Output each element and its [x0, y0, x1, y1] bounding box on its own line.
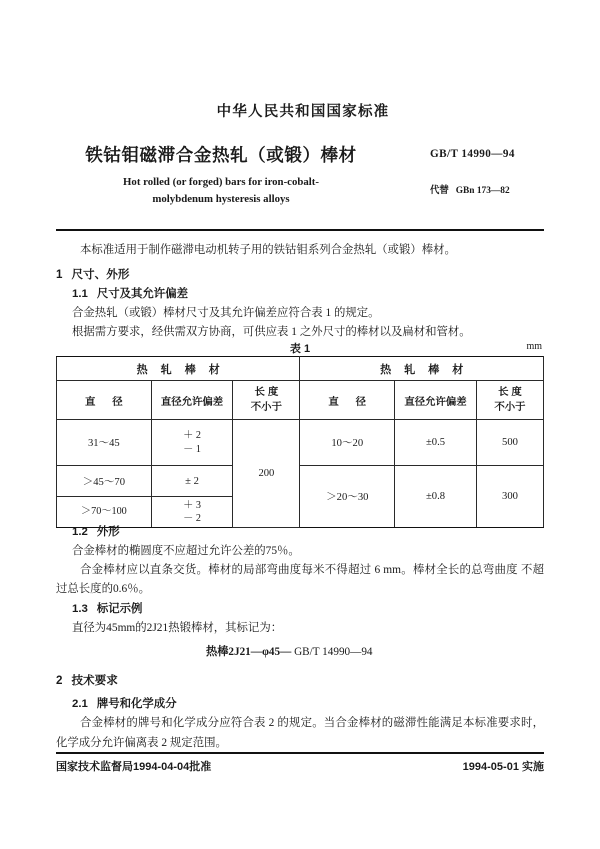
right-row-1-tolerance: ±0.5 — [395, 420, 477, 466]
footer-approval: 国家技术监督局1994-04-04批准 — [56, 761, 212, 773]
section-1-2-number: 1.2 — [72, 526, 88, 538]
table-1-column-header-row — [57, 381, 544, 420]
table-row — [57, 420, 544, 466]
table-1 — [56, 356, 544, 528]
col-length-line2-right: 不小于 — [494, 402, 526, 413]
left-length-merged: 200 — [233, 420, 300, 528]
right-row-1-length: 500 — [476, 420, 543, 466]
table-1-col-length-right — [476, 381, 543, 420]
section-1-3-title: 标记示例 — [96, 602, 143, 615]
table-1-col-tolerance-right: 直径允许偏差 — [395, 381, 477, 420]
footer-rule — [56, 752, 544, 754]
table-row — [57, 466, 544, 497]
col-length-line1-right: 长 度 — [498, 386, 522, 398]
header-rule — [56, 229, 544, 231]
replaces-label: 代替 — [430, 184, 449, 195]
section-1-1-title: 尺寸及其允许偏差 — [96, 287, 188, 300]
body-upper — [56, 241, 544, 342]
table-1-caption-row — [56, 340, 544, 356]
section-1-title: 尺寸、外形 — [71, 268, 130, 282]
title-english-line-1: Hot rolled (or forged) bars for iron-cobalt- — [123, 176, 319, 188]
section-1-1-paragraph-1: 合金热轧（或锻）棒材尺寸及其允许偏差应符合表 1 的规定。 — [72, 306, 380, 319]
section-2-heading — [56, 671, 544, 690]
standard-number-block — [430, 148, 600, 196]
left-row-2-tolerance: ± 2 — [151, 466, 233, 497]
section-2-1-number: 2.1 — [72, 698, 88, 711]
left-row-3-tolerance-top: ＋ 3 — [183, 499, 201, 511]
section-1-1-number: 1.1 — [72, 287, 88, 300]
document-title-chinese: 铁钴钼磁滞合金热轧（或锻）棒材 — [85, 145, 357, 165]
section-2-title: 技术要求 — [71, 673, 118, 687]
title-english-line-2: molybdenum hysteresis alloys — [152, 192, 290, 205]
section-1-2-paragraph-2: 合金棒材应以直条交货。棒材的局部弯曲度每米不得超过 6 mm。棒材全长的总弯曲度 不超过总长度的0.6％。 — [56, 564, 544, 596]
document-title-english — [56, 174, 386, 207]
section-2-1-heading — [56, 695, 544, 714]
section-2-1-title: 牌号和化学成分 — [96, 698, 177, 711]
masthead — [56, 100, 544, 205]
marking-example — [56, 643, 544, 662]
left-row-3-diameter: ＞70～100 — [57, 497, 152, 528]
section-1-2-paragraph-1: 合金棒材的椭圆度不应超过允许公差的75％。 — [72, 545, 300, 558]
table-1-caption: 表 1 — [289, 343, 311, 355]
section-1-1-paragraph-2: 根据需方要求，经供需双方协商，可供应表 1 之外尺寸的棒材以及扁材和管材。 — [72, 325, 471, 338]
marking-example-standard: GB/T 14990—94 — [291, 645, 373, 658]
table-1-unit: mm — [526, 341, 542, 352]
right-row-2-diameter: ＞20～30 — [300, 466, 395, 528]
left-row-3-tolerance-bottom: － 2 — [183, 513, 201, 524]
section-1-2-title: 外形 — [96, 526, 120, 538]
table-1-col-length-left — [233, 381, 300, 420]
section-1-3-number: 1.3 — [72, 602, 88, 615]
marking-example-designation: 热棒2J21—φ45— — [206, 645, 292, 658]
col-length-line1-left: 长 度 — [254, 386, 279, 398]
title-block — [56, 142, 386, 207]
section-2-number: 2 — [56, 673, 63, 687]
section-1-3-heading — [56, 600, 544, 619]
footer-implementation: 1994-05-01 实施 — [462, 761, 544, 773]
left-row-1-tolerance-bottom: － 1 — [183, 443, 201, 455]
left-row-1-diameter: 31～45 — [57, 420, 152, 466]
table-1-wrapper — [56, 340, 544, 528]
national-standard-line: 中华人民共和国国家标准 — [216, 104, 390, 120]
section-1-3-paragraph-1: 直径为45mm的2J21热锻棒材，其标记为： — [72, 621, 283, 634]
left-row-1-tolerance — [151, 420, 233, 466]
left-row-1-tolerance-top: ＋ 2 — [183, 430, 201, 442]
replaces-line — [430, 182, 600, 196]
right-row-2-length: 300 — [476, 466, 543, 528]
left-row-2-diameter: ＞45～70 — [57, 466, 152, 497]
section-1-heading — [56, 265, 544, 284]
right-row-1-diameter: 10～20 — [300, 420, 395, 466]
table-1-group-header-left: 热 轧 棒 材 — [57, 357, 300, 381]
table-1-col-diameter-right — [300, 381, 395, 420]
standard-number: GB/T 14990—94 — [430, 148, 515, 160]
col-length-line2-left: 不小于 — [250, 402, 282, 413]
table-1-group-header-row — [57, 357, 544, 381]
section-1-2-heading — [56, 523, 544, 542]
replaces-standard-number: GBn 173—82 — [455, 186, 510, 196]
col-diameter-label-right: 直 径 — [328, 396, 374, 408]
right-row-2-tolerance: ±0.8 — [395, 466, 477, 528]
table-1-group-header-right: 热 轧 棒 材 — [300, 357, 544, 381]
scope-paragraph: 本标准适用于制作磁滞电动机转子用的铁钴钼系列合金热轧（或锻）棒材。 — [80, 244, 456, 256]
col-diameter-label-left: 直 径 — [85, 396, 130, 408]
section-2-1-paragraph-1: 合金棒材的牌号和化学成分应符合表 2 的规定。当合金棒材的磁滞性能满足本标准要求时，化学成分允许偏离表 2 规定范围。 — [56, 717, 544, 749]
table-1-col-tolerance-left: 直径允许偏差 — [151, 381, 233, 420]
section-1-1-heading — [56, 285, 544, 304]
body-lower — [56, 523, 544, 753]
table-1-col-diameter-left — [57, 381, 152, 420]
section-1-number: 1 — [56, 268, 63, 282]
